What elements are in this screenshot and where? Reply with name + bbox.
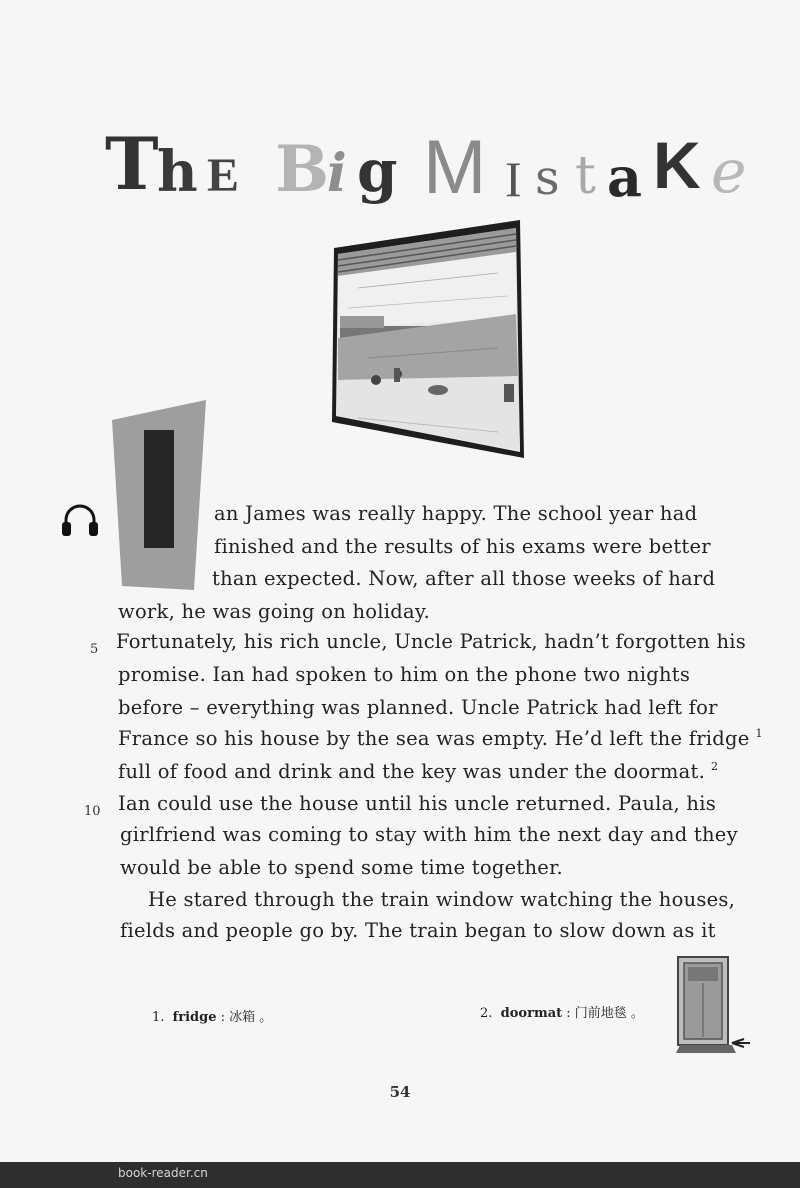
story-line: an James was really happy. The school year had (214, 502, 698, 525)
footer-bar (0, 1162, 800, 1188)
story-line: than expected. Now, after all those weeks of hard (212, 567, 716, 590)
footnote-number: 2. (480, 1006, 493, 1021)
footnote-2 (480, 1002, 644, 1021)
footnote-separator: : (562, 1006, 575, 1021)
story-line: Fortunately, his rich uncle, Uncle Patrick, hadn’t forgotten his (116, 630, 747, 653)
line-number: 10 (84, 804, 101, 819)
story-line: promise. Ian had spoken to him on the phone two nights (118, 663, 691, 686)
title-letter: B (275, 132, 330, 207)
footnote-1 (152, 1006, 272, 1025)
title-letter: h (157, 139, 198, 205)
title-letter: i (327, 143, 347, 204)
story-line: girlfriend was coming to stay with him the next day and they (120, 823, 738, 846)
footnote-ref: 2 (711, 760, 719, 773)
footnote-number: 1. (152, 1010, 165, 1025)
title-letter: M (423, 125, 487, 210)
title-letter: K (653, 128, 701, 202)
title-letter: t (575, 146, 596, 206)
door-doormat-illustration (676, 955, 756, 1055)
title-letter: a (607, 145, 642, 209)
title-letter: T (105, 121, 159, 206)
story-line: fields and people go by. The train began to slow down as it (120, 919, 716, 942)
title-letter: I (505, 151, 522, 207)
footnote-meaning: 门前地毯 。 (574, 1006, 644, 1021)
title-letter: g (357, 137, 398, 205)
footnote-word: fridge (172, 1010, 217, 1025)
footnote-word: doormat (500, 1006, 563, 1021)
story-line: before – everything was planned. Uncle Patrick had left for (118, 696, 718, 719)
drop-cap-graphic (112, 400, 208, 590)
footnote-meaning: 冰箱 。 (229, 1010, 273, 1025)
story-line-text: France so his house by the sea was empty. He’d left the fridge (118, 727, 750, 750)
story-line-text: full of food and drink and the key was under the doormat. (118, 760, 706, 783)
footer-watermark: book-reader.cn (118, 1166, 208, 1180)
page-number: 54 (389, 1083, 411, 1101)
title-letter: E (207, 149, 240, 202)
story-line: Ian could use the house until his uncle returned. Paula, his (118, 792, 716, 815)
story-line: work, he was going on holiday. (118, 600, 430, 623)
footnote-separator: : (216, 1010, 230, 1025)
chapter-title (105, 120, 765, 210)
headphones-icon[interactable] (60, 500, 100, 538)
window-beach-illustration (328, 218, 528, 460)
story-line: finished and the results of his exams were better (214, 535, 711, 558)
footnote-ref: 1 (755, 727, 763, 740)
story-line: He stared through the train window watching the houses, (148, 888, 736, 911)
line-number: 5 (90, 642, 99, 657)
title-letter: s (535, 150, 560, 206)
title-letter: e (711, 137, 747, 207)
story-line (118, 727, 763, 750)
story-line (118, 760, 718, 783)
story-line: would be able to spend some time together. (120, 856, 563, 879)
